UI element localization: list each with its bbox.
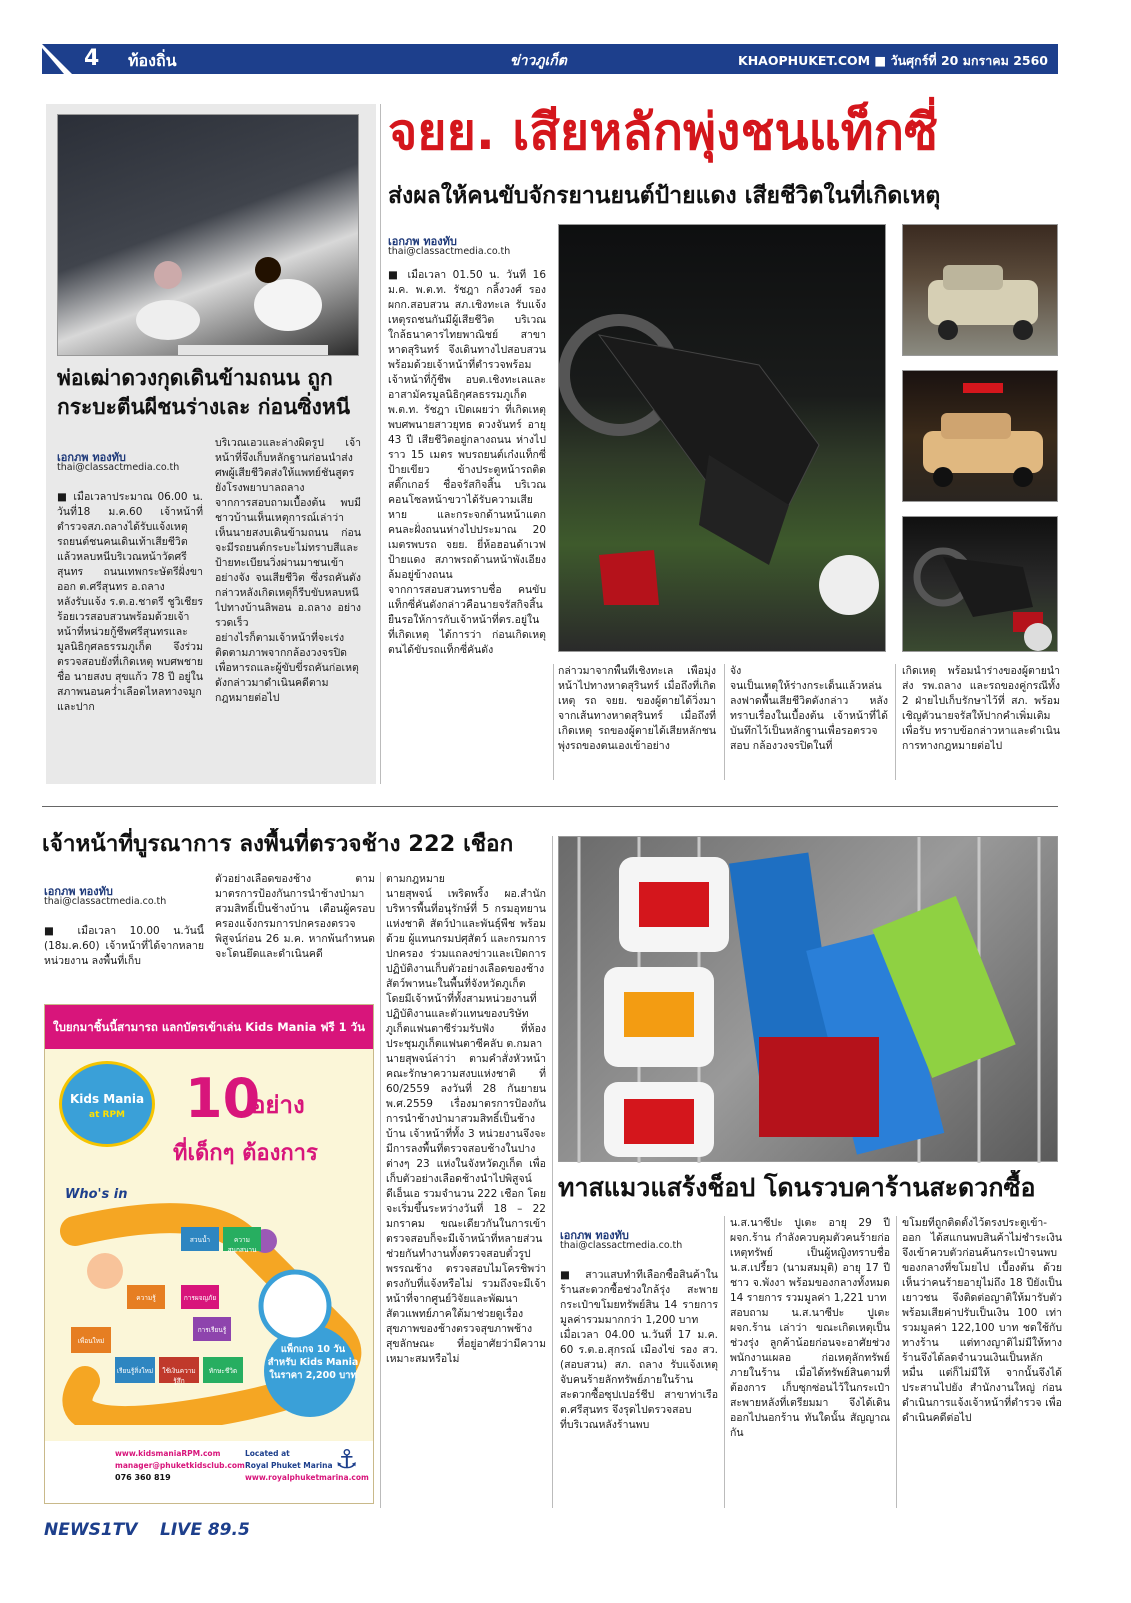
column-rule bbox=[724, 1216, 725, 1508]
column-rule bbox=[552, 836, 553, 1508]
footer-news1-logo: NEWS1TV bbox=[44, 1520, 138, 1540]
section-divider bbox=[42, 806, 1058, 807]
ad-banner: ใบยกมาชิ้นนี้สามารถ แลกบัตรเข้าเล่น Kids Mania ฟรี 1 วัน bbox=[45, 1005, 374, 1049]
ad-website: www.kidsmaniaRPM.com bbox=[115, 1449, 221, 1458]
shop-col2: น.ส.นาซีปะ ปูเตะ อายุ 29 ปี ผจก.ร้าน กำลังควบคุมตัวคนร้ายก่อเหตุทรัพย์ เป็นผู้หญิงทราบชื่อ น.ส.เปรี้ยว (นามสมมุติ) อายุ 17 ปี ชาว จ.พังงา พร้อมของกลางทั้งหมด 14 รายการ รวมมูลค่า 1,221 บาท สอบถาม น.ส.นาซีปะ ปูเตะ ผจก.ร้าน เล่าว่า ขณะเกิดเหตุเป็นช่วงรุ่ง ลูกค้าน้อยก่อนจะอาศัยช่วงพนักงานเผลอ ก่อเหตุลักทรัพย์ภายในร้าน เมื่อได้ทรัพย์สินตามที่ต้องการ เก็บซุกซ่อนไว้ในกระเป๋าสะพายหลังที่เตรียมมา จึงได้เดินออกไปนอกร้าน ทันใดนั้น สัญญาณกัน bbox=[730, 1217, 890, 1439]
ad-headline-number: 10 bbox=[185, 1067, 261, 1130]
ad-whos-in: Who's in bbox=[65, 1187, 128, 1202]
ad-phone: 076 360 819 bbox=[115, 1473, 171, 1482]
ad-board-label: ทักษะชีวิต bbox=[203, 1357, 243, 1383]
left-story-headline: พ่อเฒ่าดวงกุดเดินข้ามถนน ถูกกระบะตีนผีชนร่างเละ ก่อนซิ่งหนี bbox=[57, 366, 351, 419]
kids-mania-logo: Kids Mania at RPM bbox=[59, 1061, 155, 1147]
column-rule bbox=[380, 104, 381, 784]
elephant-col2: ตัวอย่างเลือดของช้าง ตามมาตรการป้องกันการนำช้างป่ามาสวมสิทธิ์เป็นช้างบ้าน เตือนผู้ครอบครองแจ้งกรมการปกครองตรวจพิสูจน์ก่อน 26 ม.ค. หากพ้นกำหนดจะโดนยึดและดำเนินคดี bbox=[215, 873, 375, 960]
ad-promo: แพ็กเกจ 10 วัน สำหรับ Kids Mania ในราคา 2,200 บาท bbox=[267, 1344, 359, 1381]
ad-board-label: การเรียนรู้ bbox=[193, 1317, 231, 1341]
ad-board-label: ใช้เงินความรู้สึก bbox=[159, 1357, 199, 1383]
elephant-headline: เจ้าหน้าที่บูรณาการ ลงพื้นที่ตรวจช้าง 222 เชือก bbox=[42, 831, 514, 857]
kids-mania-ad bbox=[44, 1004, 374, 1504]
left-story-photo bbox=[57, 114, 359, 356]
lead-main-photo bbox=[558, 224, 886, 652]
lead-photo-bike bbox=[902, 516, 1058, 652]
ad-board-label: ความรู้ bbox=[127, 1285, 165, 1309]
shop-byline-mail: thai@classactmedia.co.th bbox=[560, 1240, 683, 1251]
section-name: ท้องถิ่น bbox=[128, 51, 177, 70]
lead-col3: จัง จนเป็นเหตุให้ร่างกระเด็นแล้วหล่นลงฟาดพื้นเสียชีวิตดังกล่าว หลังทราบเรื่องในเบื้องต้น เจ้าหน้าที่ได้บันทึกไว้เป็นหลักฐานเพื่อรอตรวจสอบ กล้องวงจรปิดในที่ bbox=[730, 665, 888, 752]
ad-board-label: การผจญภัย bbox=[181, 1285, 219, 1309]
shop-photo bbox=[558, 836, 1058, 1162]
ad-headline-b: ที่เด็กๆ ต้องการ bbox=[173, 1141, 318, 1166]
column-rule bbox=[724, 664, 725, 780]
lead-col4: เกิดเหตุ พร้อมนำร่างของผู้ตายนำส่ง รพ.ถลาง และรถของคู่กรณีทั้ง 2 ฝ่ายไปเก็บรักษาไว้ที่ สภ. พร้อมเชิญตัวนายจรัสให้ปากคำเพิ่มเติม เพื่อรับ ทราบข้อกล่าวหาและดำเนินการทางกฎหมายต่อไป bbox=[902, 665, 1060, 752]
lead-col1: ■ เมื่อเวลา 01.50 น. วันที่ 16 ม.ค. พ.ต.ท. รัชฎา กลิ้งวงศ์ รอง ผกก.สอบสวน สภ.เชิงทะเล รับแจ้งเหตุรถชนกันมีผู้เสียชีวิต บริเวณใกล้ธนาคารไทยพาณิชย์ สาขาหาดสุรินทร์ จึงเดินทางไปสอบสวนพร้อมด้วยเจ้าหน้าที่ตำรวจพร้อมเจ้าหน้าที่กู้ชีพ อบต.เชิงทะเลและอาสามัครมูลนิธิกุศลธรรมภูเก็ต พ.ต.ท. รัชฎา เปิดเผยว่า ที่เกิดเหตุพบศพนายสาวยุทธ ดวงจันทร์ อายุ 43 ปี เสียชีวิตอยู่กลางถนน ห่างไปราว 15 เมตร พบรถยนต์เก๋งแท็กซี่ป้ายเขียว ข้างประตูหน้ารถติดสติ๊กเกอร์ ชื่อจรัสกิจสิ้น บริเวณคอนโซลหน้าขวาได้รับความเสียหาย และกระจกด้านหน้าแตก คนละฝั่งถนนห่างไปประมาณ 20 เมตรพบรถ จยย. ยี่ห้อฮอนด้าเวฟ ป้ายแดง สภาพรถด้านหน้าพังเอียงล้มอยู่ข้างถนน จากการสอบสวนทราบชื่อ คนขับแท็กซี่คันดังกล่าวคือนายจรัสกิจสิ้น ยืนรอให้การกับเจ้าหน้าที่ตร.อยู่ในที่เกิดเหตุ ได้การว่า ก่อนเกิดเหตุ ตนได้ขับรถแท็กซี่คันดัง bbox=[388, 269, 546, 656]
ad-located-label: Located at bbox=[245, 1449, 290, 1458]
ad-located: Royal Phuket Marina bbox=[245, 1461, 333, 1470]
lead-headline: จยย. เสียหลักพุ่งชนแท็กซี่ bbox=[388, 103, 938, 161]
left-story-byline-mail: thai@classactmedia.co.th bbox=[57, 462, 180, 473]
column-rule bbox=[896, 1216, 897, 1508]
column-rule bbox=[553, 664, 554, 780]
elephant-col3: ตามกฎหมาย นายสุพจน์ เพริดพริ้ง ผอ.สำนักบริหารพื้นที่อนุรักษ์ที่ 5 กรมอุทยานแห่งชาติ สัตว์ป่าและพันธุ์พืช พร้อมด้วย ผู้แทนกรมปศุสัตว์ และกรมการปกครอง ร่วมแถลงข่าวและเปิดการปฏิบัติงานเก็บตัวอย่างเลือดของช้างสัตว์พาหนะในพื้นที่จังหวัดภูเก็ต โดยมีเจ้าหน้าที่ทั้งสามหน่วยงานที่ปฏิบัติงานและตัวแทนของบริษัทภูเก็ตแฟนตาซีร่วมรับฟัง ที่ห้องประชุมภูเก็ตแฟนตาซีคลับ ต.กมลา นายสุพจน์ล่าว่า ตามคำสั่งหัวหน้าคณะรักษาความสงบแห่งชาติ ที่ 60/2559 ลงวันที่ 28 กันยายน พ.ศ.2559 เรื่องมาตรการป้องกันการนำช้างป่ามาสวมสิทธิ์เป็นช้างบ้าน เจ้าหน้าที่ทั้ง 3 หน่วยงานจึงจะมีการลงพื้นที่ตรวจสอบช้างในปางต่างๆ 23 แห่งในจังหวัดภูเก็ต เพื่อเก็บตัวอย่างเลือดช้างนำไปพิสูจน์ดีเอ็นเอ รวมจำนวน 222 เชือก โดยจะเริ่มขึ้นระหว่างวันที่ 18 – 22 มกราคม ขณะเดียวกันในการเข้าตรวจสอบก็จะมีเจ้าหน้าที่หลายส่วนช่วยกันทำงานทั้งตรวจสอบตั๋วรูปพรรณช้าง ตรวจสอบไมโครชิพว่าตรงกับที่แจ้งหรือไม่ รวมถึงจะมีเจ้าหน้าที่จากศูนย์วิจัยและพัฒนาสัตวแพทย์ภาคใต้มาช่วยดูเรื่องสุขภาพของช้างตรวจสุขภาพช้างสุขลักษณะ ที่อยู่อาศัยว่ามีความเหมาะสมหรือไม่ bbox=[386, 873, 546, 1365]
ad-board-label: ความสนุกสนาน bbox=[223, 1227, 261, 1251]
corner-logo-icon bbox=[42, 44, 72, 74]
shop-col1: ■ สาวแสบทำทีเลือกซื้อสินค้าในร้านสะดวกซื้อช่วงใกล้รุ่ง สะพายกระเป๋าขโมยทรัพย์สิน 14 รายการ มูลค่ารวมมากกว่า 1,200 บาท เมื่อเวลา 04.00 น.วันที่ 17 ม.ค. 60 ร.ต.อ.สุกรณ์ เมืองไข่ รอง สว.(สอบสวน) สภ. ถลาง รับแจ้งเหตุจับคนร้ายลักทรัพย์ภายในร้านสะดวกซื้อซุปเปอร์ชีป สาขาท่าเรือ ต.ศรีสุนทร จึงรุดไปตรวจสอบ ที่บริเวณหลังร้านพบ bbox=[560, 1269, 718, 1431]
lead-byline-mail: thai@classactmedia.co.th bbox=[388, 246, 511, 257]
shop-byline-name: เอกภพ ทองทับ bbox=[560, 1229, 629, 1242]
header-bar bbox=[42, 44, 1058, 74]
lead-photo-taxi-2 bbox=[902, 370, 1058, 502]
elephant-byline-name: เอกภพ ทองทับ bbox=[44, 885, 113, 898]
shop-col3: ขโมยที่ถูกติดตั้งไว้ตรงประตูเข้า-ออก ได้สแกนพบสินค้าไม่ชำระเงิน จึงเข้าควบตัวก่อนค้นกระเป๋าจนพบของกลางที่ขโมยไป เบื้องต้น ด้วยเห็นว่าคนร้ายอายุไม่ถึง 18 ปียังเป็นเยาวชน จึงติดต่อญาติให้มารับตัว พร้อมเสียค่าปรับเป็นเงิน 100 เท่า รวมมูลค่า 122,100 บาท ชดใช้กับทางร้าน แต่ทางญาติไม่มีให้ทางร้านจึงได้ลดจำนวนเงินเป็นหลักหมื่น แต่ก็ไม่มีให้ จากนั้นจึงได้ประสานไปยัง สำนักงานใหญ่ ก่อนดำเนินการแจ้งเจ้าหน้าที่ตำรวจ เพื่อดำเนินคดีต่อไป bbox=[902, 1217, 1062, 1424]
lead-byline-name: เอกภพ ทองทับ bbox=[388, 235, 457, 248]
masthead-logo: ข่าวภูเก็ต bbox=[510, 53, 567, 69]
ad-board-label: เพื่อนใหม่ bbox=[71, 1327, 111, 1353]
elephant-col1: ■ เมื่อเวลา 10.00 น.วันนี้ (18ม.ค.60) เจ้าหน้าที่ได้จากหลายหน่วยงาน ลงพื้นที่เก็บ bbox=[44, 925, 204, 967]
left-story-byline-name: เอกภพ ทองทับ bbox=[57, 451, 126, 464]
shop-headline: ทาสแมวแสร้งช็อป โดนรวบคาร้านสะดวกซื้อ bbox=[558, 1173, 1036, 1202]
column-rule bbox=[380, 872, 381, 1508]
ad-headline-a: อย่าง bbox=[251, 1091, 305, 1119]
ad-email: manager@phuketkidsclub.com bbox=[115, 1461, 245, 1470]
left-story-col2: บริเวณเอวและล่างผิดรูป เจ้าหน้าที่จึงเก็บหลักฐานก่อนนำส่งศพผู้เสียชีวิตส่งให้แพทย์ชันสูตรยังโรงพยาบาลถลาง จากการสอบถามเบื้องต้น พบมีชาวบ้านเห็นเหตุการณ์เล่าว่าเห็นนายสงบเดินข้ามถนน ก่อนจะมีรถยนต์กระบะไม่ทราบสีและป้ายทะเบียนวิ่งผ่านมาชนเข้าอย่างจัง จนเสียชีวิต ซึ่งรถคันดังกล่าวหลังเกิดเหตุก็รีบขับหลบหนีไปทางบ้านลิพอน อ.ถลาง อย่างรวดเร็ว อย่างไรก็ตามเจ้าหน้าที่จะเร่งติดตามภาพจากกล้องวงจรปิดเพื่อหารถและผู้ขับขี่รถคันก่อเหตุดังกล่าวมาดำเนินคดีตามกฎหมายต่อไป bbox=[215, 437, 361, 704]
ad-contact bbox=[45, 1441, 374, 1504]
lead-subheadline: ส่งผลให้คนขับจักรยานยนต์ป้ายแดง เสียชีวิตในที่เกิดเหตุ bbox=[388, 183, 941, 209]
site-date: KHAOPHUKET.COM ■ วันศุกร์ที่ 20 มกราคม 2560 bbox=[738, 53, 1048, 68]
left-story-col1: ■ เมื่อเวลาประมาณ 06.00 น. วันที่18 ม.ค.60 เจ้าหน้าที่ตำรวจสภ.ถลางได้รับแจ้งเหตุรถยนต์ชนคนเดินเท้าเสียชีวิตแล้วหลบหนีบริเวณหน้าวัดศรีสุนทร ถนนเทพกระษัตรีฝั่งขาออก ต.ศรีสุนทร อ.ถลาง หลังรับแจ้ง ร.ต.อ.ชาตรี ชูวิเชียร ร้อยเวรสอบสวนพร้อมด้วยเจ้าหน้าที่หน่วยกู้ชีพศรีสุนทรและมูลนิธิกุศลธรรมภูเก็ต จึงร่วมตรวจสอบยังที่เกิดเหตุ พบศพชายชื่อ นายสงบ สุขแก้ว 78 ปี อยู่ในสภาพนอนคว่ำเลือดไหลทางจมูกและปาก bbox=[57, 491, 203, 713]
column-rule bbox=[895, 664, 896, 780]
footer-live-logo: LIVE 89.5 bbox=[160, 1520, 250, 1540]
ad-board-label: เรียนรู้สิ่งใหม่ bbox=[115, 1357, 155, 1383]
ad-website-marina: www.royalphuketmarina.com bbox=[245, 1473, 369, 1482]
lead-photo-taxi-1 bbox=[902, 224, 1058, 356]
lead-col2: กล่าวมาจากพื้นที่เชิงทะเล เพื่อมุ่งหน้าไปทางหาดสุรินทร์ เมื่อถึงที่เกิดเหตุ รถ จยย. ของผู้ตายได้วิ่งมาจากเส้นทางหาดสุรินทร์ เมื่อถึงที่เกิดเหตุ รถของผู้ตายได้เสียหลักชนพุ่งรถของตนเองเข้าอย่าง bbox=[558, 665, 716, 752]
page-number: 4 bbox=[84, 46, 100, 71]
ad-board-label: สวนน้ำ bbox=[181, 1227, 219, 1251]
anchor-icon: ⚓ bbox=[335, 1445, 359, 1475]
elephant-byline-mail: thai@classactmedia.co.th bbox=[44, 896, 167, 907]
